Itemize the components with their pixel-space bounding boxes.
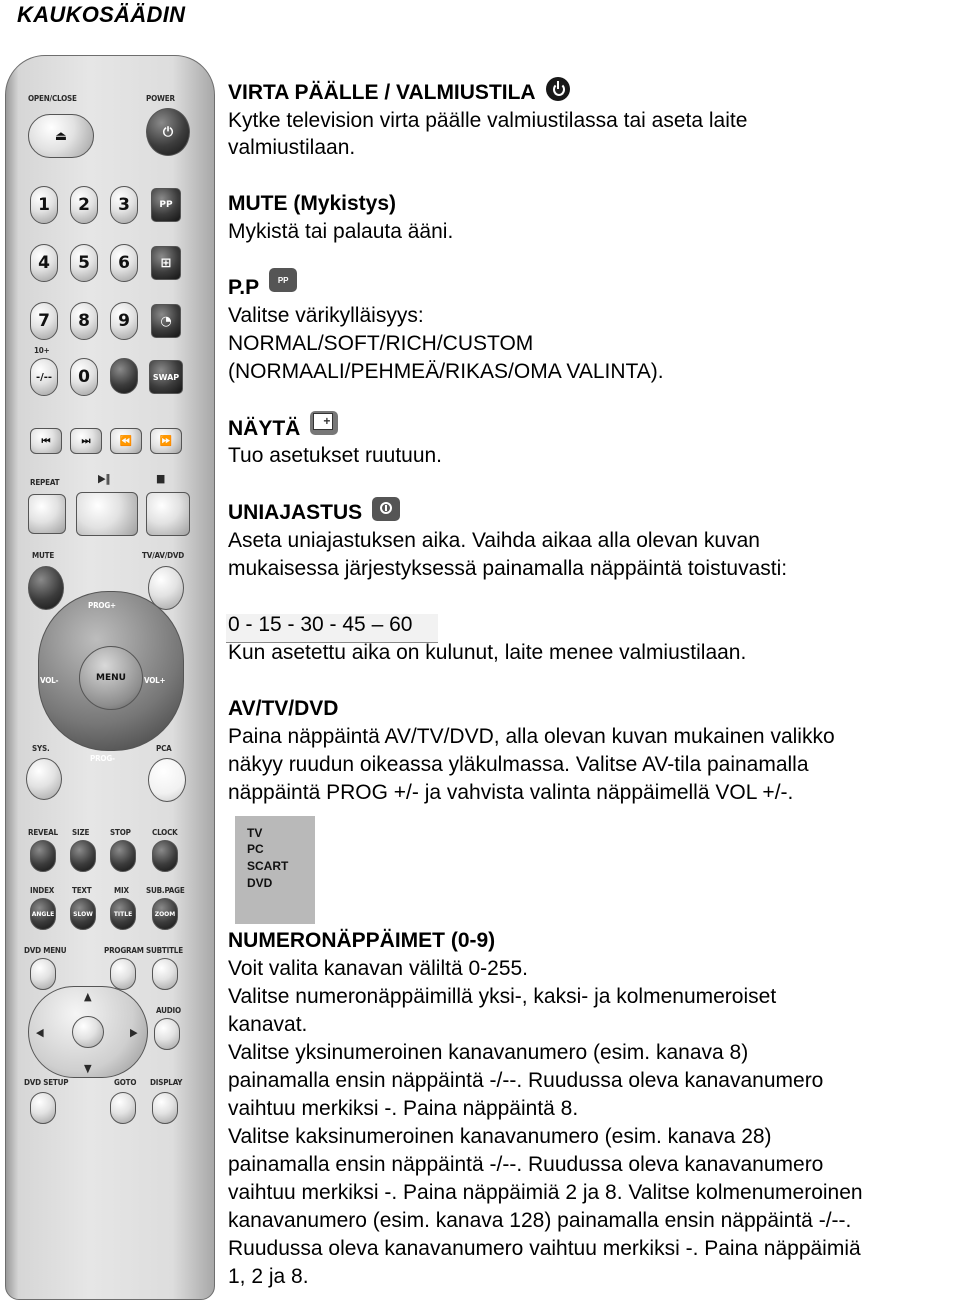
numbers-text-line: Valitse numeronäppäimillä yksi-, kaksi- ja kolmenumeroiset (228, 985, 777, 1008)
clock-button[interactable] (152, 840, 178, 872)
numbers-text-line: painamalla ensin näppäintä -/--. Ruudussa oleva kanavanumero (228, 1069, 824, 1092)
sleep-text-line: Aseta uniajastuksen aika. Vaihda aikaa alla olevan kuvan (228, 529, 760, 552)
display-label: DISPLAY (150, 1078, 183, 1087)
digit-2-button[interactable]: 2 (70, 186, 98, 224)
numbers-text-line: vaihtuu merkiksi -. Paina näppäintä 8. (228, 1097, 579, 1120)
dvd-menu-label: DVD MENU (24, 946, 67, 955)
title-button[interactable]: TITLE (110, 898, 136, 930)
display-text-line: Tuo asetukset ruutuun. (228, 444, 443, 467)
pp-text-line: NORMAL/SOFT/RICH/CUSTOM (228, 332, 534, 355)
remote-control-image (5, 55, 215, 1300)
menu-label: MENU (96, 673, 126, 683)
slow-button[interactable]: SLOW (70, 898, 96, 930)
digit-8-button[interactable]: 8 (70, 302, 98, 340)
audio-button[interactable] (154, 1018, 180, 1050)
mute-heading: MUTE (Mykistys) (228, 192, 397, 215)
rewind-icon: ⏪ (119, 435, 133, 447)
rewind-button[interactable] (110, 428, 142, 454)
play-pause-button[interactable] (76, 492, 138, 536)
numbers-text-line: painamalla ensin näppäintä -/--. Ruudussa oleva kanavanumero (228, 1153, 824, 1176)
numbers-text-line: vaihtuu merkiksi -. Paina näppäimiä 2 ja 8. Valitse kolmenumeroinen (228, 1181, 863, 1204)
fast-forward-button[interactable] (150, 428, 182, 454)
pp-icon: PP (269, 268, 297, 292)
sys-label: SYS. (32, 744, 50, 753)
fast-forward-icon: ⏩ (159, 435, 173, 447)
vol-plus-label[interactable]: VOL+ (144, 676, 166, 685)
sleep-timer-icon (372, 497, 400, 521)
pca-button[interactable] (148, 758, 186, 802)
right-arrow-icon[interactable]: ▶ (130, 1026, 138, 1039)
down-arrow-icon[interactable]: ▼ (84, 1062, 92, 1075)
open-close-button[interactable] (28, 114, 94, 158)
digit-1-button[interactable]: 1 (30, 186, 58, 224)
sub-page-label: SUB.PAGE (146, 886, 185, 895)
digit-7-button[interactable]: 7 (30, 302, 58, 340)
numbers-text-line: kanavat. (228, 1013, 308, 1036)
prog-plus-label[interactable]: PROG+ (88, 601, 116, 610)
pp-text-line: Valitse värikylläisyys: (228, 304, 424, 327)
pca-label: PCA (156, 744, 172, 753)
power-heading (228, 79, 570, 107)
power-icon: ⏻ (162, 124, 174, 140)
reveal-button[interactable] (30, 840, 56, 872)
av-text-line: näppäintä PROG +/- ja vahvista valinta näppäimellä VOL +/-. (228, 781, 794, 804)
index-label: INDEX (30, 886, 55, 895)
clock-icon: ◔ (160, 313, 172, 329)
numbers-text-line: Valitse kaksinumeroinen kanavanumero (esim. kanava 28) (228, 1125, 772, 1148)
digit-9-button[interactable]: 9 (110, 302, 138, 340)
av-menu-item: DVD (247, 876, 273, 890)
ten-plus-label: 10+ (34, 346, 50, 355)
numbers-heading: NUMERONÄPPÄIMET (0-9) (228, 929, 496, 952)
goto-button[interactable] (110, 1092, 136, 1124)
display-icon: ⊞ (160, 255, 172, 271)
eject-icon: ⏏ (54, 128, 68, 144)
sleep-after-text: Kun asetettu aika on kulunut, laite menee valmiustilaan. (228, 641, 747, 664)
digit-0-button[interactable]: 0 (70, 358, 98, 396)
text-label: TEXT (72, 886, 92, 895)
power-text-line: valmiustilaan. (228, 136, 356, 159)
dash-button[interactable]: -/-- (30, 358, 58, 396)
mix-label: MIX (114, 886, 129, 895)
av-text-line: näkyy ruudun oikeassa yläkulmassa. Valitse AV-tila painamalla (228, 753, 809, 776)
skip-forward-icon: ⏭ (81, 435, 91, 447)
pp-heading (228, 274, 297, 302)
dvd-menu-button[interactable] (30, 958, 56, 990)
mute-button[interactable] (28, 566, 64, 610)
sleep-button[interactable] (151, 304, 181, 338)
mute-small-button[interactable] (110, 358, 138, 394)
power-icon (546, 77, 570, 101)
swap-button[interactable]: SWAP (149, 360, 183, 394)
program-label: PROGRAM (104, 946, 144, 955)
up-arrow-icon[interactable]: ▲ (84, 990, 92, 1003)
menu-button[interactable] (79, 646, 143, 710)
pp-button[interactable]: PP (151, 188, 181, 222)
numbers-text-line: Voit valita kanavan väliltä 0-255. (228, 957, 529, 980)
display-button[interactable] (151, 246, 181, 280)
prev-button[interactable] (30, 428, 62, 454)
repeat-button[interactable] (28, 494, 66, 534)
av-menu-item: TV (247, 826, 263, 840)
play-pause-icon: ▶‖ (98, 472, 111, 485)
digit-3-button[interactable]: 3 (110, 186, 138, 224)
sleep-heading (228, 499, 400, 527)
subtitle-button[interactable] (152, 958, 178, 990)
numbers-text-line: Valitse yksinumeroinen kanavanumero (esim. kanava 8) (228, 1041, 749, 1064)
av-text-line: Paina näppäintä AV/TV/DVD, alla olevan kuvan mukainen valikko (228, 725, 835, 748)
pp-heading-text: P.P (228, 276, 260, 299)
power-text-line: Kytke television virta päälle valmiustilassa tai aseta laite (228, 109, 748, 132)
power-label: POWER (146, 94, 175, 103)
left-arrow-icon[interactable]: ◀ (36, 1026, 44, 1039)
sleep-sequence: 0 - 15 - 30 - 45 – 60 (228, 613, 413, 636)
sys-button[interactable] (26, 758, 62, 800)
numbers-text-line: Ruudussa oleva kanavanumero vaihtuu merkiksi -. Paina näppäimiä (228, 1237, 861, 1260)
sleep-heading-text: UNIAJASTUS (228, 501, 363, 524)
display-heading (228, 415, 338, 443)
display-dvd-button[interactable] (152, 1092, 178, 1124)
clock-label: CLOCK (152, 828, 178, 837)
size-button[interactable] (70, 840, 96, 872)
mute-label: MUTE (32, 551, 55, 560)
hold-button[interactable] (110, 840, 136, 872)
repeat-label: REPEAT (30, 478, 60, 487)
display-icon (310, 411, 338, 435)
goto-label: GOTO (114, 1078, 137, 1087)
av-menu-item: PC (247, 842, 264, 856)
digit-5-button[interactable]: 5 (70, 244, 98, 282)
zoom-button[interactable]: ZOOM (152, 898, 178, 930)
av-source-menu (235, 816, 315, 924)
dvd-setup-label: DVD SETUP (24, 1078, 69, 1087)
angle-button[interactable]: ANGLE (30, 898, 56, 930)
mute-text-line: Mykistä tai palauta ääni. (228, 220, 454, 243)
next-button[interactable] (70, 428, 102, 454)
size-label: SIZE (72, 828, 90, 837)
numbers-text-line: kanavanumero (esim. kanava 128) painamalla ensin näppäintä -/--. (228, 1209, 852, 1232)
stop-label: STOP (110, 828, 131, 837)
open-close-label: OPEN/CLOSE (28, 94, 77, 103)
av-menu-item: SCART (247, 859, 289, 873)
display-heading-text: NÄYTÄ (228, 417, 301, 440)
program-button[interactable] (110, 958, 136, 990)
reveal-label: REVEAL (28, 828, 58, 837)
tv-av-dvd-label: TV/AV/DVD (142, 551, 185, 560)
power-heading-text: VIRTA PÄÄLLE / VALMIUSTILA (228, 81, 536, 104)
sleep-text-line: mukaisessa järjestyksessä painamalla näppäintä toistuvasti: (228, 557, 788, 580)
audio-label: AUDIO (156, 1006, 181, 1015)
page-title: KAUKOSÄÄDIN (17, 2, 186, 27)
subtitle-label: SUBTITLE (146, 946, 183, 955)
stop-icon: ■ (156, 472, 166, 485)
ok-button[interactable] (72, 1016, 104, 1048)
pp-text-line: (NORMAALI/PEHMEÄ/RIKAS/OMA VALINTA). (228, 360, 664, 383)
digit-4-button[interactable]: 4 (30, 244, 58, 282)
av-heading: AV/TV/DVD (228, 697, 339, 720)
dvd-setup-button[interactable] (30, 1092, 56, 1124)
stop-button[interactable] (146, 492, 190, 536)
skip-back-icon: ⏮ (41, 435, 51, 447)
vol-minus-label[interactable]: VOL- (40, 676, 59, 685)
digit-6-button[interactable]: 6 (110, 244, 138, 282)
numbers-text-line: 1, 2 ja 8. (228, 1265, 309, 1288)
power-button[interactable] (146, 108, 190, 156)
prog-minus-label[interactable]: PROG- (90, 754, 115, 763)
